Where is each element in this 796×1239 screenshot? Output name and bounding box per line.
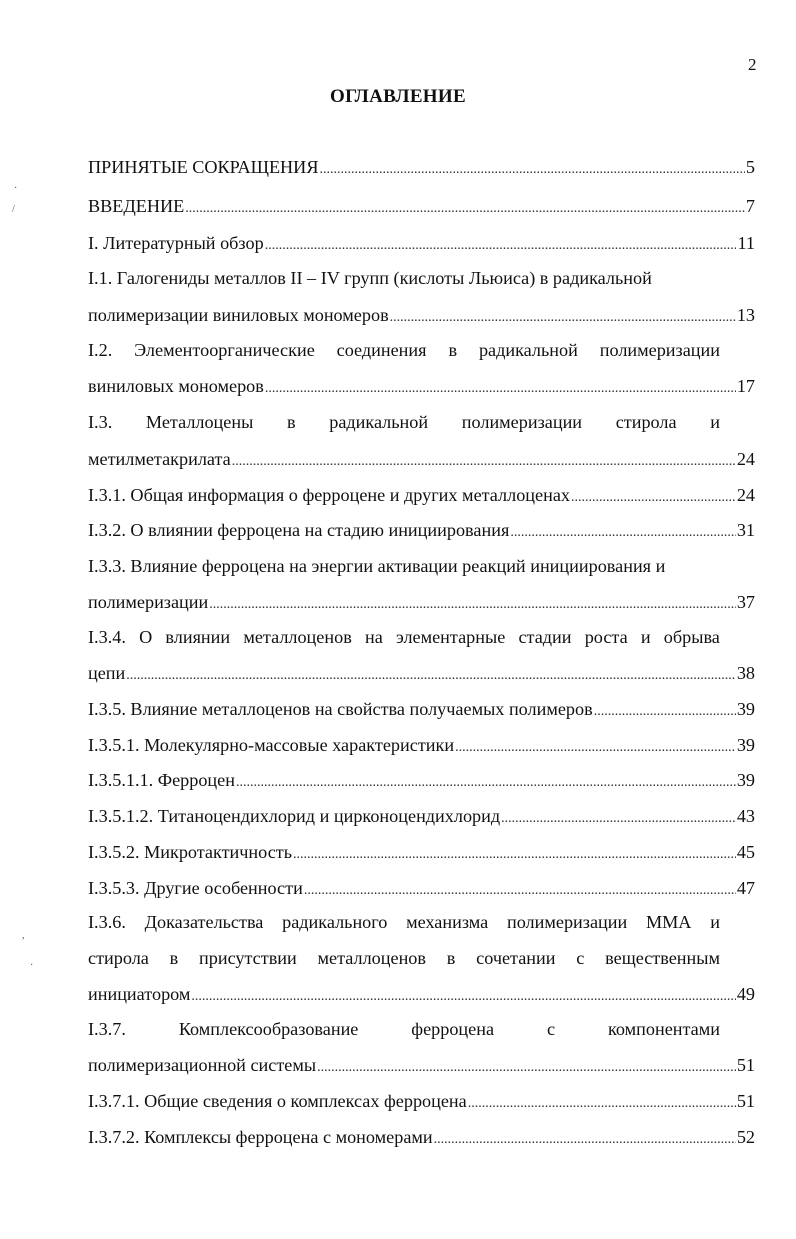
toc-entry-title: виниловых мономеров	[88, 376, 264, 396]
toc-entry-line1[interactable]	[88, 410, 720, 434]
toc-entry-title: I.3.5.1. Молекулярно-массовые характеристики	[88, 735, 455, 755]
toc-entry-title: I.3.7.1. Общие сведения о комплексах ферроцена	[88, 1091, 467, 1111]
toc-entry-page: 43	[736, 806, 755, 826]
page-title: ОГЛАВЛЕНИЕ	[330, 86, 466, 107]
leader-dots	[304, 876, 736, 903]
toc-entry[interactable]	[88, 231, 755, 255]
toc-word: с	[546, 1019, 556, 1039]
leader-dots	[571, 483, 736, 510]
leader-dots	[126, 661, 736, 688]
toc-entry-title: полимеризации виниловых мономеров	[88, 305, 389, 325]
toc-entry[interactable]	[88, 876, 755, 900]
toc-word: в	[446, 948, 456, 968]
toc-word: обрыва	[663, 627, 720, 647]
toc-entry[interactable]	[88, 697, 755, 721]
leader-dots	[468, 1089, 736, 1116]
toc-entry[interactable]	[88, 982, 755, 1006]
leader-dots	[265, 374, 736, 401]
toc-entry[interactable]	[88, 1125, 755, 1149]
leader-dots	[434, 1125, 736, 1152]
toc-word: компонентами	[607, 1019, 720, 1039]
toc-entry[interactable]	[88, 155, 755, 179]
toc-word: Комплексообразование	[178, 1019, 359, 1039]
toc-entry-line1[interactable]	[88, 1017, 720, 1041]
toc-word: I.3.7.	[88, 1019, 126, 1039]
toc-entry[interactable]	[88, 590, 755, 614]
toc-entry-page: 7	[745, 196, 755, 216]
toc-entry-title: I.3.5. Влияние металлоценов на свойства получаемых полимеров	[88, 699, 593, 719]
toc-entry[interactable]	[88, 768, 755, 792]
leader-dots	[191, 982, 735, 1009]
leader-dots	[319, 155, 744, 182]
toc-entry-title: I.3.5.2. Микротактичность	[88, 842, 293, 862]
toc-word: радикальной	[329, 412, 429, 432]
toc-entry[interactable]	[88, 374, 755, 398]
toc-word: Доказательства	[144, 912, 264, 932]
leader-dots	[390, 303, 736, 330]
toc-entry-page: 37	[736, 592, 755, 612]
toc-entry-title: полимеризации	[88, 592, 209, 612]
toc-entry-title: ПРИНЯТЫЕ СОКРАЩЕНИЯ	[88, 157, 319, 177]
toc-word: Элементоорганические	[134, 340, 315, 360]
toc-word: ферроцена	[411, 1019, 495, 1039]
toc-word: элементарные	[395, 627, 506, 647]
toc-entry-page: 5	[745, 157, 755, 177]
toc-word: и	[640, 627, 651, 647]
toc-entry-page: 45	[736, 842, 755, 862]
toc-word: сочетании	[476, 948, 556, 968]
toc-word: присутствии	[199, 948, 297, 968]
toc-entry[interactable]	[88, 518, 755, 542]
toc-word: I.2.	[88, 340, 113, 360]
toc-word: ММА	[645, 912, 692, 932]
toc-entry-line1[interactable]	[88, 554, 720, 578]
toc-entry[interactable]	[88, 733, 755, 757]
toc-word: Металлоцены	[145, 412, 254, 432]
toc-entry-line1[interactable]	[88, 910, 720, 934]
toc-entry-title: инициатором	[88, 984, 191, 1004]
toc-word: соединения	[336, 340, 427, 360]
toc-entry-page: 39	[736, 770, 755, 790]
toc-entry[interactable]	[88, 1053, 755, 1077]
toc-entry-title: полимеризационной системы	[88, 1055, 317, 1075]
leader-dots	[232, 447, 736, 474]
toc-word: стирола	[88, 948, 149, 968]
toc-entry-page: 38	[736, 663, 755, 683]
toc-word: в	[169, 948, 179, 968]
toc-entry[interactable]	[88, 840, 755, 864]
toc-entry-title: I.3.5.1.2. Титаноцендихлорид и цирконоцендихлорид	[88, 806, 501, 826]
leader-dots	[594, 697, 736, 724]
toc-word: в	[286, 412, 296, 432]
leader-dots	[510, 518, 736, 545]
toc-entry-title: цепи	[88, 663, 126, 683]
toc-entry-page: 47	[736, 878, 755, 898]
toc-entry-title: ВВЕДЕНИЕ	[88, 196, 185, 216]
scan-speck: ·	[30, 960, 34, 971]
toc-word: полимеризации	[599, 340, 720, 360]
toc-entry-title-line1: I.3.3. Влияние ферроцена на энергии активации реакций инициирования и	[88, 556, 666, 576]
toc-word: и	[710, 912, 720, 932]
toc-word: радикальной	[478, 340, 578, 360]
leader-dots	[265, 231, 737, 258]
toc-entry-line1[interactable]	[88, 338, 720, 362]
toc-entry-title: I.3.5.3. Другие особенности	[88, 878, 303, 898]
toc-entry-title-line1: I.1. Галогениды металлов II – IV групп (кислоты Льюиса) в радикальной	[88, 268, 652, 288]
leader-dots	[236, 768, 736, 795]
scan-speck: ·	[14, 183, 18, 194]
toc-entry-page: 39	[736, 735, 755, 755]
page-number: 2	[748, 55, 757, 74]
toc-word: радикального	[282, 912, 388, 932]
toc-word: I.3.	[88, 412, 113, 432]
toc-entry[interactable]	[88, 483, 755, 507]
toc-word: I.3.4.	[88, 627, 126, 647]
toc-entry-title: I.3.2. О влиянии ферроцена на стадию инициирования	[88, 520, 510, 540]
toc-word: вещественным	[605, 948, 720, 968]
toc-entry-page: 11	[737, 233, 755, 253]
toc-word: полимеризации	[506, 912, 628, 932]
toc-entry-page: 52	[736, 1127, 755, 1147]
toc-entry-line2[interactable]	[88, 946, 720, 970]
toc-entry[interactable]	[88, 194, 755, 218]
toc-entry-page: 49	[736, 984, 755, 1004]
toc-word: стирола	[615, 412, 677, 432]
toc-entry[interactable]	[88, 447, 755, 471]
toc-word: I.3.6.	[88, 912, 126, 932]
toc-entry-page: 17	[736, 376, 755, 396]
toc-entry-title: метилметакрилата	[88, 449, 231, 469]
toc-entry[interactable]	[88, 303, 755, 327]
toc-entry-page: 31	[736, 520, 755, 540]
toc-entry-page: 39	[736, 699, 755, 719]
toc-entry-line1[interactable]	[88, 266, 720, 290]
toc-entry[interactable]	[88, 1089, 755, 1113]
leader-dots	[317, 1053, 736, 1080]
toc-entry[interactable]	[88, 661, 755, 685]
toc-word: металлоценов	[317, 948, 426, 968]
toc-word: О	[139, 627, 153, 647]
scan-speck: ,	[22, 930, 25, 941]
toc-entry-page: 24	[736, 449, 755, 469]
leader-dots	[209, 590, 736, 617]
leader-dots	[455, 733, 736, 760]
toc-entry-line1[interactable]	[88, 625, 720, 649]
toc-word: на	[364, 627, 383, 647]
toc-entry-page: 24	[736, 485, 755, 505]
toc-entry-page: 51	[736, 1055, 755, 1075]
leader-dots	[501, 804, 736, 831]
toc-word: металлоценов	[243, 627, 352, 647]
toc-word: и	[710, 412, 720, 432]
toc-word: роста	[584, 627, 628, 647]
toc-entry-page: 51	[736, 1091, 755, 1111]
leader-dots	[293, 840, 736, 867]
toc-entry-title: I.3.5.1.1. Ферроцен	[88, 770, 235, 790]
scan-speck: /	[12, 204, 15, 215]
toc-word: механизма	[406, 912, 489, 932]
leader-dots	[185, 194, 745, 221]
toc-word: в	[448, 340, 458, 360]
toc-entry-page: 13	[736, 305, 755, 325]
toc-word: стадии	[518, 627, 572, 647]
toc-entry-title: I. Литературный обзор	[88, 233, 264, 253]
toc-entry[interactable]	[88, 804, 755, 828]
toc-entry-title: I.3.7.2. Комплексы ферроцена с мономерами	[88, 1127, 433, 1147]
toc-entry-title: I.3.1. Общая информация о ферроцене и других металлоценах	[88, 485, 570, 505]
toc-word: влиянии	[165, 627, 231, 647]
toc-word: с	[576, 948, 585, 968]
toc-word: полимеризации	[461, 412, 583, 432]
